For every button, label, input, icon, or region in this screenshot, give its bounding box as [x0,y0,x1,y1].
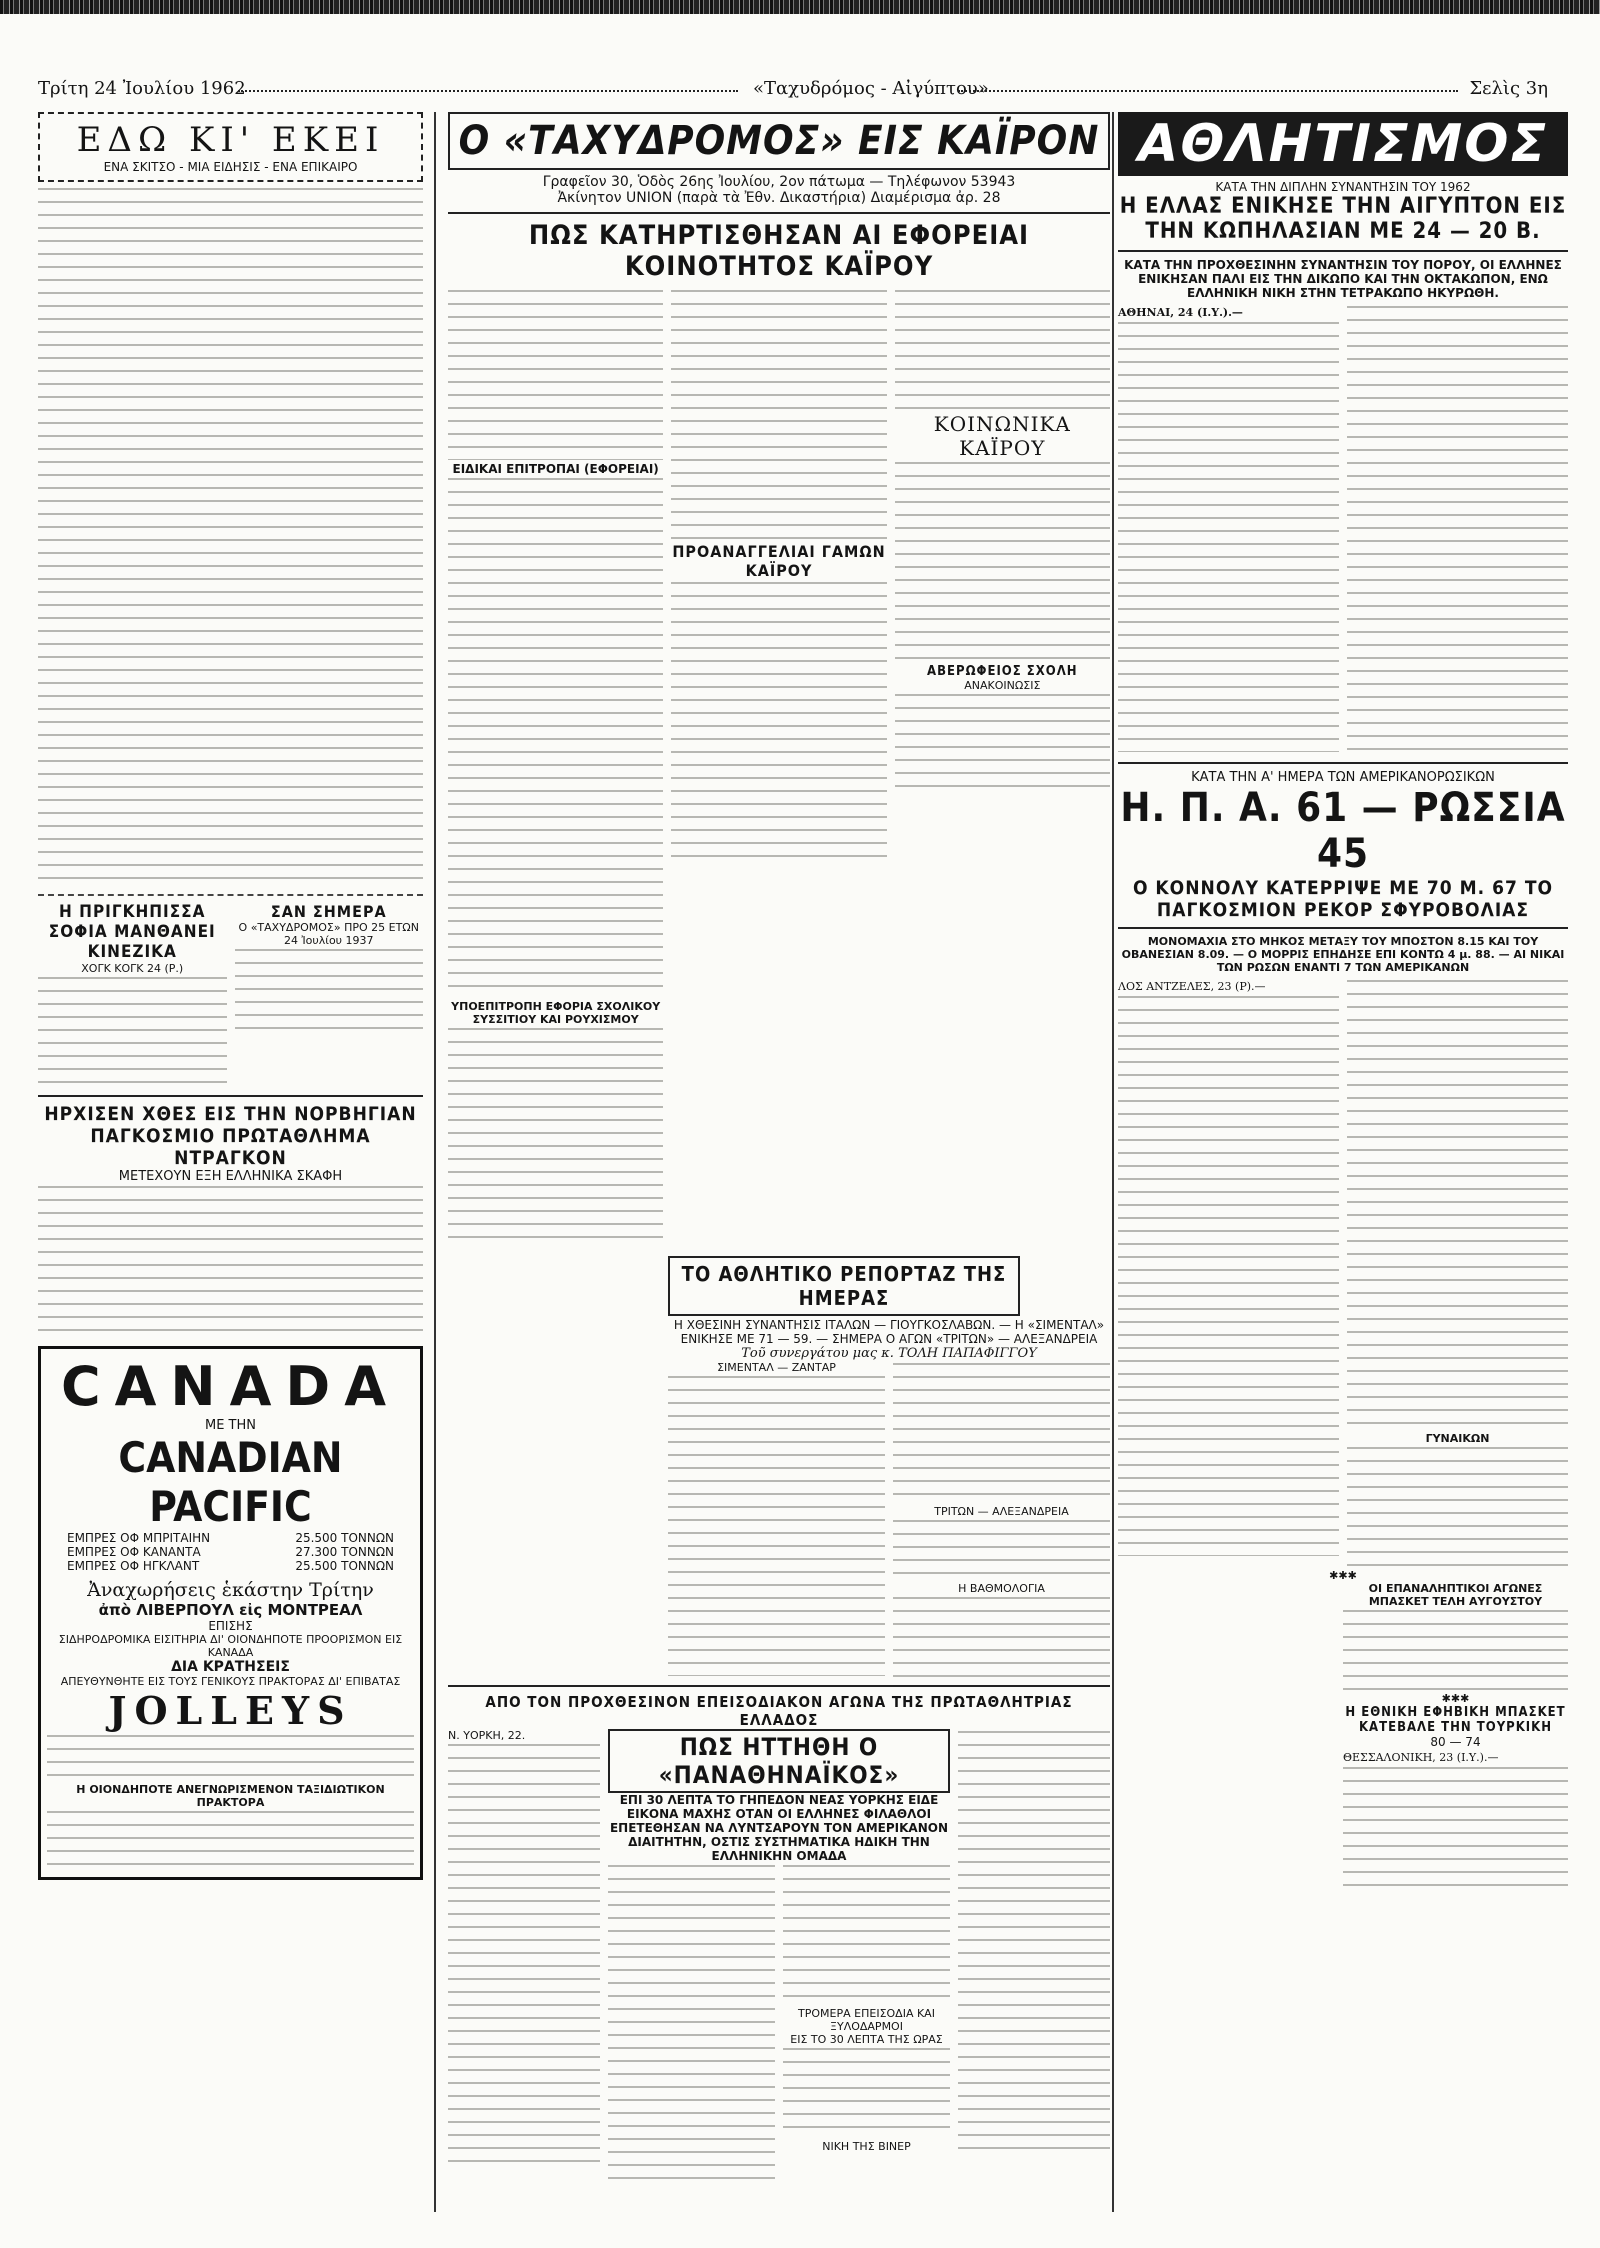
pao-body [783,2048,950,2138]
ad-canadian-pacific: CANADIAN PACIFIC [118,1433,343,1531]
here-and-there-subtitle: ΕΝΑ ΣΚΙΤΣΟ - ΜΙΑ ΕΙΔΗΣΙΣ - ΕΝΑ ΕΠΙΚΑΙΡΟ [103,160,358,174]
cairo-office-line-1: Γραφεῖον 30, Ὁδὸς 26ης Ἰουλίου, 2ον πάτωμα — Τηλέφωνον 53943 [542,174,1016,190]
ad-route: ἀπὸ ΛΙΒΕΡΠΟΥΛ εἰς ΜΟΝΤΡΕΑΛ [98,1601,363,1619]
cairo-banner: Ο «ΤΑΧΥΔΡΟΜΟΣ» ΕΙΣ ΚΑΪΡΟΝ [448,112,1110,170]
ad-canada: CANADA [60,1355,401,1418]
header-dots-right [958,90,1458,92]
divider [1118,927,1568,929]
ad-rail: ΣΙΔΗΡΟΔΡΟΜΙΚΑ ΕΙΣΙΤΗΡΙΑ ΔΙ' ΟΙΟΝΔΗΠΟΤΕ ΠΡΟΟΡΙΣΜΟΝ ΕΙΣ ΚΑΝΑΔΑ [58,1633,403,1659]
rowing-col-1 [1118,304,1339,756]
usa-russia-body [1118,978,1568,1569]
ship-tons: 27.300 ΤΟΝΝΩΝ [295,1545,394,1559]
committees-columns [448,288,1110,1250]
incidents-heading-2: ΕΙΣ ΤΟ 30 ΛΕΠΤΑ ΤΗΣ ΩΡΑΣ [790,2033,943,2046]
star-divider: ✱✱✱ [1329,1569,1357,1582]
sport-report-title: ΤΟ ΑΘΛΗΤΙΚΟ ΡΕΠΟΡΤΑΖ ΤΗΣ ΗΜΕΡΑΣ [668,1256,1020,1316]
sport-byline: Τοῦ συνεργάτου μας κ. ΤΟΛΗ ΠΑΠΑΦΙΓΓΟΥ [741,1346,1037,1361]
ad-also: ΕΠΙΣΗΣ [208,1619,253,1633]
ad-apply: ΑΠΕΥΘΥΝΘΗΤΕ ΕΙΣ ΤΟΥΣ ΓΕΝΙΚΟΥΣ ΠΡΑΚΤΟΡΑΣ ΔΙ' ΕΠΙΒΑΤΑΣ [60,1675,401,1688]
cairo-office-line-2: Ἀκίνητον UNION (παρὰ τὰ Ἐθν. Δικαστήρια) Διαμέρισμα ἀρ. 28 [557,190,1001,206]
princess-article [38,902,227,1089]
match-simental-zantar: ΣΙΜΕΝΤΑΛ — ΖΑΝΤΑΡ [717,1361,836,1374]
rowing-dateline: ΑΘΗΝΑΙ, 24 (Ι.Υ.).— [1118,306,1243,319]
header-dots-left [238,90,738,92]
committees-body [448,478,663,998]
here-and-there-body [38,188,423,888]
rowing-text [1118,322,1339,752]
princess-body [38,977,227,1087]
rowing-lead: ΚΑΤΑ ΤΗΝ ΠΡΟΧΘΕΣΙΝΗΝ ΣΥΝΑΝΤΗΣΙΝ ΤΟΥ ΠΟΡΟΥ, ΟΙ ΕΛΛΗΝΕΣ ΕΝΙΚΗΣΑΝ ΠΑΛΙ ΕΙΣ ΤΗΝ ΔΙΚΩΠΟ ΚΑΙ ΤΗΝ ΟΚΤΑΚΩΠΟΝ, ΕΝΩ ΕΛΛΗΝΙΚΗ ΝΙΚΗ ΣΤΗΝ ΤΕΤΡΑΚΩΠΟ ΗΚΥΡΩΘΗ. [1124,258,1562,300]
rowing-col-2 [1347,304,1568,756]
header-paper: «Ταχυδρόμος - Αἰγύπτου» [753,78,989,99]
ad-ship-row [47,1559,414,1573]
today-subtitle: Ο «ΤΑΧΥΔΡΟΜΟΣ» ΠΡΟ 25 ΕΤΩΝ [238,921,419,934]
school-committee: ΥΠΟΕΠΙΤΡΟΠΗ ΕΦΟΡΙΑ ΣΧΟΛΙΚΟΥ ΣΥΣΣΙΤΙΟΥ ΚΑΙ ΡΟΥΧΙΣΜΟΥ [451,1000,661,1026]
committees-body [448,1028,663,1248]
cairo-social: ΚΟΙΝΩΝΙΚΑ ΚΑΪΡΟΥ [933,412,1071,460]
scan-top-edge [0,0,1600,14]
standings: Η ΒΑΘΜΟΛΟΓΙΑ [958,1582,1045,1595]
committees-body [671,290,886,540]
replay-games-body [1343,1610,1568,1690]
connolly-title: Ο ΚΟΝΝΟΛΥ ΚΑΤΕΡΡΙΨΕ ΜΕ 70 Μ. 67 ΤΟ ΠΑΓΚΟΣΜΙΟΝ ΡΕΚΟΡ ΣΦΥΡΟΒΟΛΙΑΣ [1132,877,1554,921]
committees-col-3 [895,288,1110,1250]
junior-basket-score: 80 — 74 [1430,1735,1481,1749]
ad-booking: ΔΙΑ ΚΡΑΤΗΣΕΙΣ [171,1659,290,1675]
divider [38,1095,423,1097]
pao-dateline: Ν. ΥΟΡΚΗ, 22. [448,1729,526,1742]
junior-basket-body [1343,1767,1568,1897]
junior-basket-dateline: ΘΕΣΣΑΛΟΝΙΚΗ, 23 (Ι.Υ.).— [1343,1751,1499,1764]
ad-jolleys: JOLLEYS [108,1688,353,1733]
averof-body [895,694,1110,794]
committees-col-2 [671,288,886,1250]
committees-body [895,290,1110,410]
star-divider: ✱✱✱ [1441,1692,1470,1705]
ad-ship-list [47,1531,414,1573]
wedding-body [671,582,886,867]
pao-center [608,1729,950,2187]
rowing-text [1347,306,1568,754]
wedding-announcements: ΠΡΟΑΝΑΓΓΕΛΙΑΙ ΓΑΜΩΝ ΚΑΪΡΟΥ [672,542,886,580]
left-split [38,902,423,1089]
today-title: ΣΑΝ ΣΗΜΕΡΑ [270,902,387,921]
sport-col-2 [893,1361,1110,1679]
usa-russia-subtitle: ΜΟΝΟΜΑΧΙΑ ΣΤΟ ΜΗΚΟΣ ΜΕΤΑΞΥ ΤΟΥ ΜΠΟΣΤΟΝ 8.15 ΚΑΙ ΤΟΥ ΟΒΑΝΕΣΙΑΝ 8.09. — Ο ΜΟΡΡΙΣ ΕΠΗΔΗΣΕ ΕΠΙ ΚΟΝΤΩ 4 μ. 88. — ΑΙ ΝΙΚΑΙ ΤΩΝ ΡΩΣΩΝ ΕΝΑΝΤΙ 7 ΤΩΝ ΑΜΕΡΙΚΑΝΩΝ [1121,935,1565,974]
sport-body [893,1363,1110,1503]
chess-title: ΗΡΧΙΣΕΝ ΧΘΕΣ ΕΙΣ ΤΗΝ ΝΟΡΒΗΓΙΑΝ ΠΑΓΚΟΣΜΙΟ ΠΡΩΤΑΘΛΗΜΑ ΝΤΡΑΓΚΟΝ [44,1103,417,1169]
left-column [38,112,423,1880]
ship-tons: 25.500 ΤΟΝΝΩΝ [295,1531,394,1545]
column-rule-2 [1112,112,1114,2212]
today-article [235,902,424,1089]
pao-col-2 [608,1863,775,2187]
usa-dateline: ΛΟΣ ΑΝΤΖΕΛΕΣ, 23 (Ρ).— [1118,980,1266,993]
page-header [38,70,1568,110]
usa-col-1 [1118,978,1339,1569]
divider [38,894,423,896]
princess-title: Η ΠΡΙΓΚΗΠΙΣΣΑ ΣΟΦΙΑ ΜΑΝΘΑΝΕΙ ΚΙΝΕΖΙΚΑ [48,902,216,962]
pao-body [783,1865,950,2005]
ad-footnote [47,1811,414,1869]
committees-headline: ΠΩΣ ΚΑΤΗΡΤΙΣΘΗΣΑΝ ΑΙ ΕΦΟΡΕΙΑΙ ΚΟΙΝΟΤΗΤΟΣ ΚΑΪΡΟΥ [528,220,1030,282]
divider [1118,762,1568,764]
rowing-kicker: ΚΑΤΑ ΤΗΝ ΔΙΠΛΗΝ ΣΥΝΑΝΤΗΣΙΝ ΤΟΥ 1962 [1215,180,1471,194]
pao-title: ΠΩΣ ΗΤΤΗΘΗ Ο «ΠΑΝΑΘΗΝΑΪΚΟΣ» [608,1729,950,1793]
winner-heading: ΝΙΚΗ ΤΗΣ ΒΙΝΕΡ [822,2140,911,2153]
right-column [1118,112,1568,1899]
sport-report-columns [668,1361,1110,1679]
ad-agent-note: Η ΟΙΟΝΔΗΠΟΤΕ ΑΝΕΓΝΩΡΙΣΜΕΝΟΝ ΤΑΞΙΔΙΩΤΙΚΟΝ ΠΡΑΚΤΟΡΑ [76,1783,385,1809]
ad-with: ΜΕ ΤΗΝ [204,1418,256,1433]
pao-inner [608,1863,950,2187]
chess-body [38,1186,423,1336]
ship-name: ΕΜΠΡΕΣ ΟΦ ΚΑΝΑΝΤΑ [67,1545,201,1559]
ad-addresses [47,1735,414,1781]
committees-body [448,290,663,460]
pao-article [448,1729,1110,2187]
rowing-body [1118,304,1568,756]
divider [448,1685,1110,1687]
divider [448,212,1110,214]
ad-ship-row [47,1531,414,1545]
ad-ship-row [47,1545,414,1559]
special-committees: ΕΙΔΙΚΑΙ ΕΠΙΤΡΟΠΑΙ (ΕΦΟΡΕΙΑΙ) [452,462,659,476]
pao-col-3 [783,1863,950,2187]
ship-name: ΕΜΠΡΕΣ ΟΦ ΜΠΡΙΤΑΙΗΝ [67,1531,211,1545]
women-heading: ΓΥΝΑΙΚΩΝ [1425,1432,1490,1445]
header-page-number: Σελὶς 3η [1469,78,1548,99]
pao-col-1 [448,1729,600,2187]
usa-text [1118,996,1339,1556]
here-and-there-box [38,112,423,182]
column-rule-1 [434,112,436,2212]
divider [1118,250,1568,252]
ad-departures: Ἀναχωρήσεις ἑκάστην Τρίτην [87,1579,374,1601]
usa-text [1347,980,1568,1430]
committees-col-1 [448,288,663,1250]
sports-banner: ΑΘΛΗΤΙΣΜΟΣ [1118,112,1568,176]
replay-games-heading: ΟΙ ΕΠΑΝΑΛΗΠΤΙΚΟΙ ΑΓΩΝΕΣ ΜΠΑΣΚΕΤ ΤΕΛΗ ΑΥΓΟΥΣΤΟΥ [1368,1582,1543,1608]
pao-body [448,1744,600,2164]
pao-col-4 [958,1729,1110,2187]
junior-basket-title: Η ΕΘΝΙΚΗ ΕΦΗΒΙΚΗ ΜΠΑΣΚΕΤ ΚΑΤΕΒΑΛΕ ΤΗΝ ΤΟΥΡΚΙΚΗ [1345,1705,1566,1735]
ship-tons: 25.500 ΤΟΝΝΩΝ [295,1559,394,1573]
averof-school: ΑΒΕΡΩΦΕΙΟΣ ΣΧΟΛΗ [927,664,1078,679]
championship-kicker: ΑΠΟ ΤΟΝ ΠΡΟΧΘΕΣΙΝΟΝ ΕΠΕΙΣΟΔΙΑΚΟΝ ΑΓΩΝΑ ΤΗΣ ΠΡΩΤΑΘΛΗΤΡΙΑΣ ΕΛΛΑΔΟΣ [485,1693,1073,1729]
pao-subtitle: ΕΠΙ 30 ΛΕΠΤΑ ΤΟ ΓΗΠΕΔΟΝ ΝΕΑΣ ΥΟΡΚΗΣ ΕΙΔΕ ΕΙΚΟΝΑ ΜΑΧΗΣ ΟΤΑΝ ΟΙ ΕΛΛΗΝΕΣ ΦΙΛΑΘΛΟΙ ΕΠΕΤΕΘΗΣΑΝ ΝΑ ΛΥΝΤΣΑΡΟΥΝ ΤΟΝ ΑΜΕΡΙΚΑΝΟΝ ΔΙΑΙΤΗΤΗΝ, ΟΣΤΙΣ ΣΥΣΤΗΜΑΤΙΚΑ ΗΔΙΚΗ ΤΗΝ ΕΛΛΗΝΙΚΗΝ ΟΜΑΔΑ [609,1793,949,1863]
header-date: Τρίτη 24 Ἰουλίου 1962 [38,78,246,99]
sport-body [668,1376,885,1676]
ship-name: ΕΜΠΡΕΣ ΟΦ ΗΓΚΛΑΝΤ [67,1559,200,1573]
sport-report-subtitle: Η ΧΘΕΣΙΝΗ ΣΥΝΑΝΤΗΣΙΣ ΙΤΑΛΩΝ — ΓΙΟΥΓΚΟΣΛΑΒΩΝ. — Η «ΣΙΜΕΝΤΑΛ» ΕΝΙΚΗΣΕ ΜΕ 71 — 59. — ΣΗΜΕΡΑ Ο ΑΓΩΝ «ΤΡΙΤΩΝ» — ΑΛΕΞΑΝΔΡΕΙΑ [673,1318,1105,1346]
today-date: 24 Ἰουλίου 1937 [283,934,374,947]
incidents-heading: ΤΡΟΜΕΡΑ ΕΠΕΙΣΟΔΙΑ ΚΑΙ ΞΥΛΟΔΑΡΜΟΙ [798,2007,935,2033]
rowing-title: Η ΕΛΛΑΣ ΕΝΙΚΗΣΕ ΤΗΝ ΑΙΓΥΠΤΟΝ ΕΙΣ ΤΗΝ ΚΩΠΗΛΑΣΙΑΝ ΜΕ 24 — 20 Β. [1119,194,1567,244]
princess-dateline: ΧΟΓΚ ΚΟΓΚ 24 (Ρ.) [81,962,184,975]
social-body [895,462,1110,662]
match-triton-alexandria: ΤΡΙΤΩΝ — ΑΛΕΞΑΝΔΡΕΙΑ [934,1505,1069,1518]
usa-russia-score: Η. Π. Α. 61 — ΡΩΣΣΙΑ 45 [1120,785,1566,877]
today-body [235,949,424,1029]
chess-subtitle: ΜΕΤΕΧΟΥΝ ΕΞΗ ΕΛΛΗΝΙΚΑ ΣΚΑΦΗ [118,1169,343,1184]
center-column [448,112,1110,2187]
canadian-pacific-ad [38,1346,423,1880]
sport-body [893,1520,1110,1580]
usa-text [1347,1447,1568,1567]
pao-body [608,1865,775,2185]
usa-russia-kicker: ΚΑΤΑ ΤΗΝ Α' ΗΜΕΡΑ ΤΩΝ ΑΜΕΡΙΚΑΝΟΡΩΣΙΚΩΝ [1191,770,1495,785]
averof-announcement: ΑΝΑΚΟΙΝΩΣΙΣ [964,679,1041,692]
pao-body [958,1731,1110,2151]
usa-col-2 [1347,978,1568,1569]
here-and-there-title: ΕΔΩ ΚΙ' ΕΚΕΙ [76,120,385,160]
sport-col-1 [668,1361,885,1679]
sport-body [893,1597,1110,1677]
